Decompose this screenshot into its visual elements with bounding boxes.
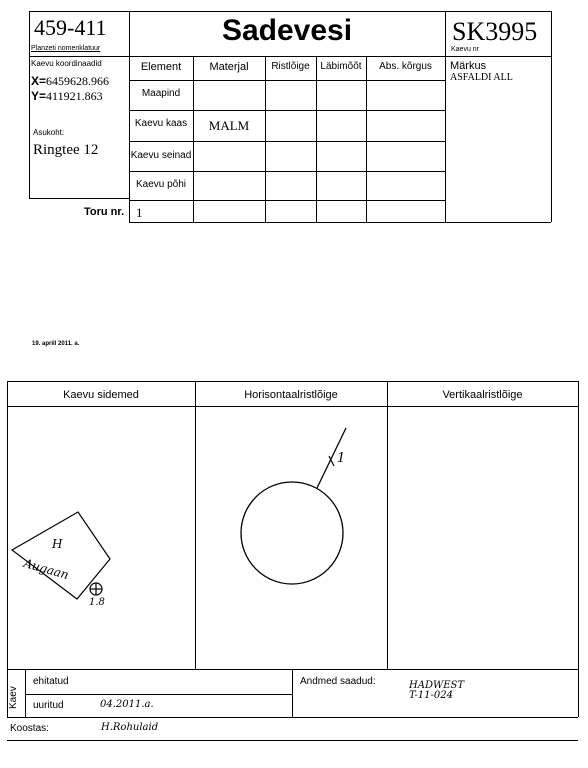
location-value: Ringtee 12 (33, 142, 99, 158)
well-marker-label: 1.8 (89, 597, 105, 608)
author-value: H.Rohulaid (101, 722, 159, 733)
pipe-label: Toru nr. (84, 206, 125, 218)
section-vertical-title: Vertikaalristlõige (442, 389, 523, 401)
col-header-element: Element (140, 61, 182, 73)
plan-number: 459-411 (34, 15, 107, 40)
row-material-lid: MALM (208, 118, 250, 133)
data-source-label: Andmed saadud: (300, 676, 376, 687)
pipe-marker-label: 1 (337, 451, 346, 466)
data-source-line2: T-11-024 (409, 690, 453, 701)
remark-value: ASFALDI ALL (450, 72, 513, 83)
row-element-bottom: Kaevu põhi (135, 179, 187, 190)
author-label: Koostas: (10, 723, 49, 734)
surveyed-value: 04.2011.a. (100, 699, 154, 710)
well-id: SK3995 (452, 17, 538, 46)
col-header-material: Materjal (209, 61, 249, 73)
data-source-line1: HADWEST (409, 680, 465, 691)
pipe-value: 1 (136, 205, 143, 220)
section-horizontal-title: Horisontaalristlõige (244, 389, 338, 401)
kaev-label: Kaev (8, 686, 19, 709)
coords-label: Kaevu koordinaadid (31, 59, 102, 68)
built-label: ehitatud (33, 676, 69, 687)
col-header-abs-height: Abs. kõrgus (379, 61, 432, 72)
surveyed-label: uuritud (33, 700, 64, 711)
plan-number-label: Planzeti nomenklatuur (31, 45, 101, 52)
col-header-remark: Märkus (450, 60, 487, 72)
date-note: 19. aprill 2011. a. (32, 341, 80, 347)
page-title: Sadevesi (221, 14, 353, 47)
row-element-lid: Kaevu kaas (134, 118, 188, 129)
row-element-ground: Maapind (141, 88, 181, 99)
coord-y-value: 411921.863 (46, 89, 103, 103)
coord-x-label: X= (31, 74, 47, 88)
coord-y-label: Y= (31, 89, 47, 103)
col-header-cross-section: Ristlõige (271, 61, 310, 72)
well-symbol (90, 583, 102, 595)
well-plan-circle (241, 482, 343, 584)
row-element-walls: Kaevu seinad (130, 150, 192, 161)
building-label-h: H (52, 537, 63, 551)
well-id-label: Kaevu nr (451, 46, 480, 53)
section-connections-title: Kaevu sidemed (63, 389, 139, 401)
building-label-name: Augaan (22, 556, 71, 583)
location-label: Asukoht: (33, 128, 65, 137)
col-header-diameter: Läbimõõt (320, 61, 362, 72)
coord-x-value: 6459628.966 (46, 74, 110, 88)
